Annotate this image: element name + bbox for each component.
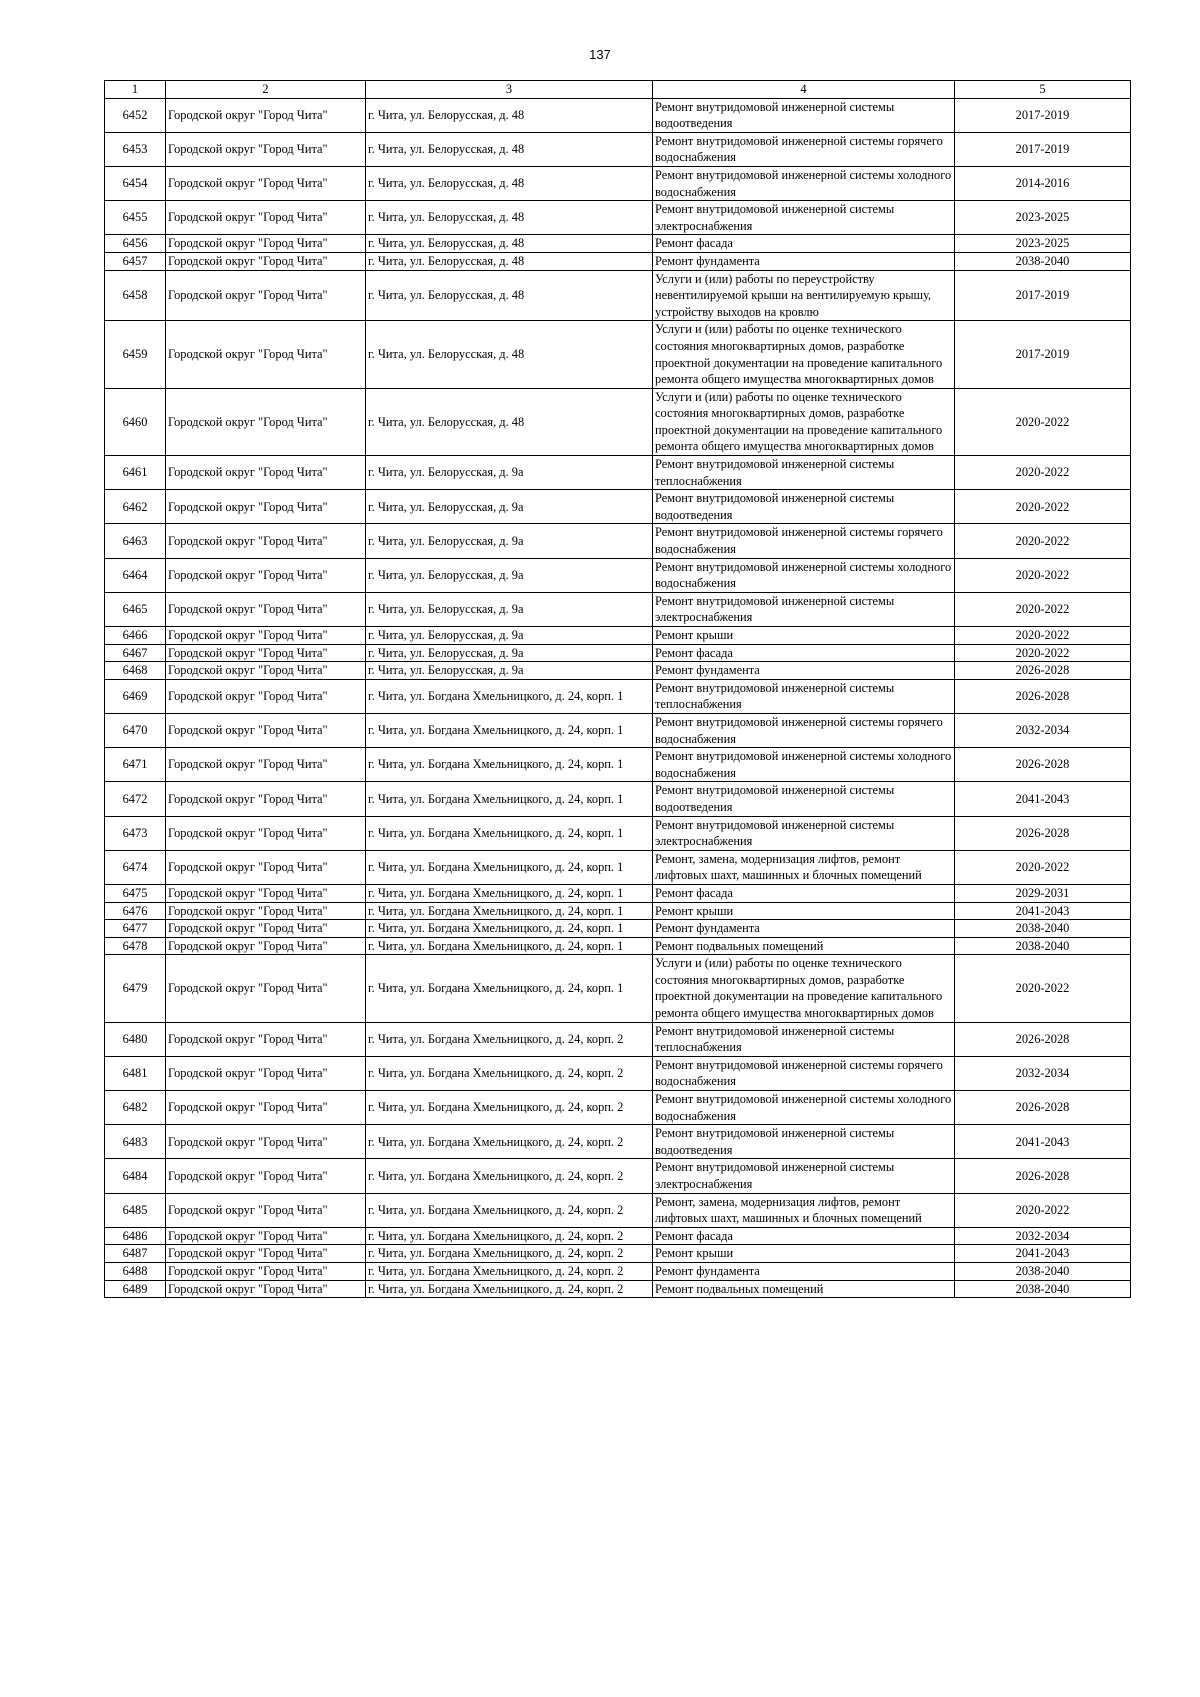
municipality-cell: Городской округ "Город Чита" (166, 321, 366, 388)
work-type-cell: Ремонт подвальных помещений (653, 1280, 955, 1298)
table-row (105, 713, 1131, 747)
address-cell: г. Чита, ул. Белорусская, д. 9а (366, 592, 653, 626)
address-cell: г. Чита, ул. Белорусская, д. 48 (366, 166, 653, 200)
address-cell: г. Чита, ул. Белорусская, д. 9а (366, 558, 653, 592)
period-cell: 2026-2028 (955, 679, 1131, 713)
period-cell: 2038-2040 (955, 1262, 1131, 1280)
address-cell: г. Чита, ул. Белорусская, д. 9а (366, 456, 653, 490)
row-number-cell: 6458 (105, 270, 166, 321)
row-number-cell: 6481 (105, 1056, 166, 1090)
row-number-cell: 6459 (105, 321, 166, 388)
period-cell: 2026-2028 (955, 816, 1131, 850)
row-number-cell: 6470 (105, 713, 166, 747)
row-number-cell: 6482 (105, 1091, 166, 1125)
column-header-2: 2 (166, 81, 366, 99)
period-cell: 2029-2031 (955, 884, 1131, 902)
work-type-cell: Ремонт внутридомовой инженерной системы горячего водоснабжения (653, 1056, 955, 1090)
municipality-cell: Городской округ "Город Чита" (166, 920, 366, 938)
work-type-cell: Ремонт фасада (653, 884, 955, 902)
address-cell: г. Чита, ул. Богдана Хмельницкого, д. 24, корп. 1 (366, 902, 653, 920)
period-cell: 2014-2016 (955, 166, 1131, 200)
row-number-cell: 6478 (105, 937, 166, 955)
municipality-cell: Городской округ "Город Чита" (166, 1022, 366, 1056)
table-row (105, 252, 1131, 270)
row-number-cell: 6455 (105, 201, 166, 235)
address-cell: г. Чита, ул. Богдана Хмельницкого, д. 24, корп. 1 (366, 937, 653, 955)
address-cell: г. Чита, ул. Белорусская, д. 48 (366, 235, 653, 253)
municipality-cell: Городской округ "Город Чита" (166, 235, 366, 253)
work-type-cell: Ремонт крыши (653, 1245, 955, 1263)
municipality-cell: Городской округ "Город Чита" (166, 558, 366, 592)
row-number-cell: 6475 (105, 884, 166, 902)
work-type-cell: Ремонт внутридомовой инженерной системы холодного водоснабжения (653, 558, 955, 592)
address-cell: г. Чита, ул. Белорусская, д. 48 (366, 201, 653, 235)
row-number-cell: 6453 (105, 132, 166, 166)
address-cell: г. Чита, ул. Богдана Хмельницкого, д. 24, корп. 2 (366, 1227, 653, 1245)
work-type-cell: Ремонт внутридомовой инженерной системы теплоснабжения (653, 679, 955, 713)
row-number-cell: 6484 (105, 1159, 166, 1193)
municipality-cell: Городской округ "Город Чита" (166, 679, 366, 713)
work-type-cell: Ремонт внутридомовой инженерной системы электроснабжения (653, 592, 955, 626)
period-cell: 2020-2022 (955, 456, 1131, 490)
work-type-cell: Ремонт фасада (653, 644, 955, 662)
table-row (105, 1022, 1131, 1056)
page-number: 137 (589, 47, 611, 62)
municipality-cell: Городской округ "Город Чита" (166, 1193, 366, 1227)
table-row (105, 524, 1131, 558)
municipality-cell: Городской округ "Город Чита" (166, 662, 366, 680)
period-cell: 2017-2019 (955, 132, 1131, 166)
municipality-cell: Городской округ "Город Чита" (166, 884, 366, 902)
municipality-cell: Городской округ "Город Чита" (166, 1245, 366, 1263)
row-number-cell: 6471 (105, 748, 166, 782)
table-row (105, 201, 1131, 235)
period-cell: 2020-2022 (955, 490, 1131, 524)
table-row (105, 321, 1131, 388)
row-number-cell: 6456 (105, 235, 166, 253)
work-type-cell: Услуги и (или) работы по оценке технического состояния многоквартирных домов, разработке проектной документации на проведение капитального ремонта общего имущества многоквартирных домов (653, 955, 955, 1022)
period-cell: 2041-2043 (955, 782, 1131, 816)
address-cell: г. Чита, ул. Богдана Хмельницкого, д. 24, корп. 2 (366, 1193, 653, 1227)
work-type-cell: Ремонт, замена, модернизация лифтов, ремонт лифтовых шахт, машинных и блочных помещений (653, 850, 955, 884)
period-cell: 2032-2034 (955, 713, 1131, 747)
period-cell: 2026-2028 (955, 662, 1131, 680)
work-type-cell: Ремонт внутридомовой инженерной системы водоотведения (653, 98, 955, 132)
address-cell: г. Чита, ул. Богдана Хмельницкого, д. 24, корп. 1 (366, 955, 653, 1022)
table-row (105, 166, 1131, 200)
work-type-cell: Ремонт фасада (653, 235, 955, 253)
work-type-cell: Ремонт внутридомовой инженерной системы холодного водоснабжения (653, 748, 955, 782)
work-type-cell: Ремонт внутридомовой инженерной системы теплоснабжения (653, 456, 955, 490)
table-row (105, 816, 1131, 850)
municipality-cell: Городской округ "Город Чита" (166, 252, 366, 270)
column-number-row (105, 81, 1131, 99)
municipality-cell: Городской округ "Город Чита" (166, 1056, 366, 1090)
municipality-cell: Городской округ "Город Чита" (166, 490, 366, 524)
table-row (105, 270, 1131, 321)
table-row (105, 1227, 1131, 1245)
row-number-cell: 6452 (105, 98, 166, 132)
table-row (105, 627, 1131, 645)
period-cell: 2020-2022 (955, 592, 1131, 626)
table-row (105, 98, 1131, 132)
address-cell: г. Чита, ул. Богдана Хмельницкого, д. 24, корп. 2 (366, 1280, 653, 1298)
address-cell: г. Чита, ул. Белорусская, д. 9а (366, 662, 653, 680)
work-type-cell: Ремонт внутридомовой инженерной системы водоотведения (653, 1125, 955, 1159)
address-cell: г. Чита, ул. Богдана Хмельницкого, д. 24, корп. 1 (366, 850, 653, 884)
row-number-cell: 6486 (105, 1227, 166, 1245)
row-number-cell: 6473 (105, 816, 166, 850)
table-row (105, 679, 1131, 713)
row-number-cell: 6488 (105, 1262, 166, 1280)
municipality-cell: Городской округ "Город Чита" (166, 627, 366, 645)
table-row (105, 662, 1131, 680)
municipality-cell: Городской округ "Город Чита" (166, 98, 366, 132)
table-row (105, 1193, 1131, 1227)
period-cell: 2017-2019 (955, 321, 1131, 388)
row-number-cell: 6480 (105, 1022, 166, 1056)
municipality-cell: Городской округ "Город Чита" (166, 937, 366, 955)
municipality-cell: Городской округ "Город Чита" (166, 1280, 366, 1298)
municipality-cell: Городской округ "Город Чита" (166, 388, 366, 455)
row-number-cell: 6477 (105, 920, 166, 938)
work-type-cell: Ремонт внутридомовой инженерной системы холодного водоснабжения (653, 1091, 955, 1125)
table-row (105, 955, 1131, 1022)
address-cell: г. Чита, ул. Богдана Хмельницкого, д. 24, корп. 2 (366, 1262, 653, 1280)
table-header (105, 81, 1131, 99)
municipality-cell: Городской округ "Город Чита" (166, 713, 366, 747)
table-row (105, 748, 1131, 782)
work-type-cell: Ремонт фундамента (653, 662, 955, 680)
work-type-cell: Ремонт внутридомовой инженерной системы электроснабжения (653, 1159, 955, 1193)
table-row (105, 1245, 1131, 1263)
table-row (105, 1056, 1131, 1090)
address-cell: г. Чита, ул. Белорусская, д. 48 (366, 252, 653, 270)
municipality-cell: Городской округ "Город Чита" (166, 524, 366, 558)
table-row (105, 1091, 1131, 1125)
period-cell: 2017-2019 (955, 98, 1131, 132)
address-cell: г. Чита, ул. Богдана Хмельницкого, д. 24, корп. 2 (366, 1091, 653, 1125)
column-header-1: 1 (105, 81, 166, 99)
row-number-cell: 6472 (105, 782, 166, 816)
capital-repair-table (104, 80, 1131, 1298)
address-cell: г. Чита, ул. Богдана Хмельницкого, д. 24, корп. 1 (366, 816, 653, 850)
period-cell: 2023-2025 (955, 201, 1131, 235)
municipality-cell: Городской округ "Город Чита" (166, 902, 366, 920)
work-type-cell: Ремонт внутридомовой инженерной системы горячего водоснабжения (653, 132, 955, 166)
period-cell: 2038-2040 (955, 937, 1131, 955)
period-cell: 2020-2022 (955, 644, 1131, 662)
row-number-cell: 6463 (105, 524, 166, 558)
row-number-cell: 6468 (105, 662, 166, 680)
municipality-cell: Городской округ "Город Чита" (166, 644, 366, 662)
column-header-4: 4 (653, 81, 955, 99)
period-cell: 2020-2022 (955, 558, 1131, 592)
work-type-cell: Ремонт фундамента (653, 1262, 955, 1280)
table-row (105, 644, 1131, 662)
work-type-cell: Ремонт фундамента (653, 252, 955, 270)
work-type-cell: Ремонт крыши (653, 902, 955, 920)
table-row (105, 558, 1131, 592)
municipality-cell: Городской округ "Город Чита" (166, 456, 366, 490)
column-header-3: 3 (366, 81, 653, 99)
address-cell: г. Чита, ул. Богдана Хмельницкого, д. 24, корп. 2 (366, 1022, 653, 1056)
table-row (105, 902, 1131, 920)
period-cell: 2038-2040 (955, 920, 1131, 938)
work-type-cell: Услуги и (или) работы по переустройству невентилируемой крыши на вентилируемую крышу, устройству выходов на кровлю (653, 270, 955, 321)
row-number-cell: 6474 (105, 850, 166, 884)
work-type-cell: Ремонт внутридомовой инженерной системы водоотведения (653, 782, 955, 816)
row-number-cell: 6479 (105, 955, 166, 1022)
period-cell: 2041-2043 (955, 1125, 1131, 1159)
work-type-cell: Ремонт внутридомовой инженерной системы электроснабжения (653, 816, 955, 850)
address-cell: г. Чита, ул. Богдана Хмельницкого, д. 24, корп. 1 (366, 782, 653, 816)
work-type-cell: Ремонт внутридомовой инженерной системы теплоснабжения (653, 1022, 955, 1056)
table-row (105, 490, 1131, 524)
municipality-cell: Городской округ "Город Чита" (166, 955, 366, 1022)
table-row (105, 456, 1131, 490)
municipality-cell: Городской округ "Город Чита" (166, 201, 366, 235)
row-number-cell: 6465 (105, 592, 166, 626)
period-cell: 2023-2025 (955, 235, 1131, 253)
period-cell: 2020-2022 (955, 955, 1131, 1022)
row-number-cell: 6460 (105, 388, 166, 455)
address-cell: г. Чита, ул. Богдана Хмельницкого, д. 24, корп. 2 (366, 1159, 653, 1193)
row-number-cell: 6467 (105, 644, 166, 662)
table-row (105, 1262, 1131, 1280)
table-row (105, 1159, 1131, 1193)
address-cell: г. Чита, ул. Белорусская, д. 48 (366, 321, 653, 388)
table-body (105, 98, 1131, 1298)
address-cell: г. Чита, ул. Белорусская, д. 48 (366, 98, 653, 132)
table-row (105, 132, 1131, 166)
row-number-cell: 6469 (105, 679, 166, 713)
table-row (105, 920, 1131, 938)
work-type-cell: Ремонт внутридомовой инженерной системы водоотведения (653, 490, 955, 524)
work-type-cell: Ремонт внутридомовой инженерной системы электроснабжения (653, 201, 955, 235)
work-type-cell: Ремонт внутридомовой инженерной системы горячего водоснабжения (653, 713, 955, 747)
period-cell: 2020-2022 (955, 388, 1131, 455)
row-number-cell: 6489 (105, 1280, 166, 1298)
period-cell: 2020-2022 (955, 524, 1131, 558)
address-cell: г. Чита, ул. Богдана Хмельницкого, д. 24, корп. 1 (366, 884, 653, 902)
table-row (105, 592, 1131, 626)
row-number-cell: 6457 (105, 252, 166, 270)
work-type-cell: Ремонт внутридомовой инженерной системы горячего водоснабжения (653, 524, 955, 558)
table-row (105, 782, 1131, 816)
row-number-cell: 6487 (105, 1245, 166, 1263)
work-type-cell: Ремонт фундамента (653, 920, 955, 938)
work-type-cell: Ремонт подвальных помещений (653, 937, 955, 955)
period-cell: 2020-2022 (955, 1193, 1131, 1227)
address-cell: г. Чита, ул. Белорусская, д. 48 (366, 132, 653, 166)
period-cell: 2020-2022 (955, 850, 1131, 884)
municipality-cell: Городской округ "Город Чита" (166, 1159, 366, 1193)
row-number-cell: 6454 (105, 166, 166, 200)
work-type-cell: Ремонт, замена, модернизация лифтов, ремонт лифтовых шахт, машинных и блочных помещений (653, 1193, 955, 1227)
work-type-cell: Ремонт крыши (653, 627, 955, 645)
address-cell: г. Чита, ул. Белорусская, д. 9а (366, 627, 653, 645)
address-cell: г. Чита, ул. Богдана Хмельницкого, д. 24, корп. 2 (366, 1056, 653, 1090)
table-row (105, 937, 1131, 955)
municipality-cell: Городской округ "Город Чита" (166, 816, 366, 850)
period-cell: 2041-2043 (955, 1245, 1131, 1263)
address-cell: г. Чита, ул. Белорусская, д. 48 (366, 270, 653, 321)
address-cell: г. Чита, ул. Богдана Хмельницкого, д. 24, корп. 1 (366, 920, 653, 938)
address-cell: г. Чита, ул. Богдана Хмельницкого, д. 24, корп. 2 (366, 1125, 653, 1159)
row-number-cell: 6483 (105, 1125, 166, 1159)
period-cell: 2020-2022 (955, 627, 1131, 645)
work-type-cell: Ремонт внутридомовой инженерной системы холодного водоснабжения (653, 166, 955, 200)
table-row (105, 1280, 1131, 1298)
address-cell: г. Чита, ул. Богдана Хмельницкого, д. 24, корп. 1 (366, 679, 653, 713)
period-cell: 2017-2019 (955, 270, 1131, 321)
period-cell: 2026-2028 (955, 748, 1131, 782)
table-row (105, 884, 1131, 902)
row-number-cell: 6485 (105, 1193, 166, 1227)
row-number-cell: 6476 (105, 902, 166, 920)
period-cell: 2041-2043 (955, 902, 1131, 920)
table-row (105, 235, 1131, 253)
municipality-cell: Городской округ "Город Чита" (166, 850, 366, 884)
column-header-5: 5 (955, 81, 1131, 99)
address-cell: г. Чита, ул. Белорусская, д. 48 (366, 388, 653, 455)
row-number-cell: 6464 (105, 558, 166, 592)
municipality-cell: Городской округ "Город Чита" (166, 782, 366, 816)
work-type-cell: Ремонт фасада (653, 1227, 955, 1245)
municipality-cell: Городской округ "Город Чита" (166, 1125, 366, 1159)
period-cell: 2032-2034 (955, 1056, 1131, 1090)
municipality-cell: Городской округ "Город Чита" (166, 132, 366, 166)
address-cell: г. Чита, ул. Белорусская, д. 9а (366, 524, 653, 558)
table-row (105, 850, 1131, 884)
address-cell: г. Чита, ул. Богдана Хмельницкого, д. 24, корп. 1 (366, 748, 653, 782)
period-cell: 2026-2028 (955, 1091, 1131, 1125)
period-cell: 2038-2040 (955, 252, 1131, 270)
row-number-cell: 6461 (105, 456, 166, 490)
period-cell: 2032-2034 (955, 1227, 1131, 1245)
period-cell: 2038-2040 (955, 1280, 1131, 1298)
municipality-cell: Городской округ "Город Чита" (166, 1262, 366, 1280)
work-type-cell: Услуги и (или) работы по оценке технического состояния многоквартирных домов, разработке проектной документации на проведение капитального ремонта общего имущества многоквартирных домов (653, 388, 955, 455)
municipality-cell: Городской округ "Город Чита" (166, 592, 366, 626)
table-row (105, 1125, 1131, 1159)
municipality-cell: Городской округ "Город Чита" (166, 748, 366, 782)
work-type-cell: Услуги и (или) работы по оценке технического состояния многоквартирных домов, разработке проектной документации на проведение капитального ремонта общего имущества многоквартирных домов (653, 321, 955, 388)
municipality-cell: Городской округ "Город Чита" (166, 1227, 366, 1245)
municipality-cell: Городской округ "Город Чита" (166, 270, 366, 321)
municipality-cell: Городской округ "Город Чита" (166, 166, 366, 200)
municipality-cell: Городской округ "Город Чита" (166, 1091, 366, 1125)
row-number-cell: 6466 (105, 627, 166, 645)
address-cell: г. Чита, ул. Богдана Хмельницкого, д. 24, корп. 2 (366, 1245, 653, 1263)
period-cell: 2026-2028 (955, 1159, 1131, 1193)
table-row (105, 388, 1131, 455)
row-number-cell: 6462 (105, 490, 166, 524)
address-cell: г. Чита, ул. Богдана Хмельницкого, д. 24, корп. 1 (366, 713, 653, 747)
period-cell: 2026-2028 (955, 1022, 1131, 1056)
address-cell: г. Чита, ул. Белорусская, д. 9а (366, 644, 653, 662)
address-cell: г. Чита, ул. Белорусская, д. 9а (366, 490, 653, 524)
